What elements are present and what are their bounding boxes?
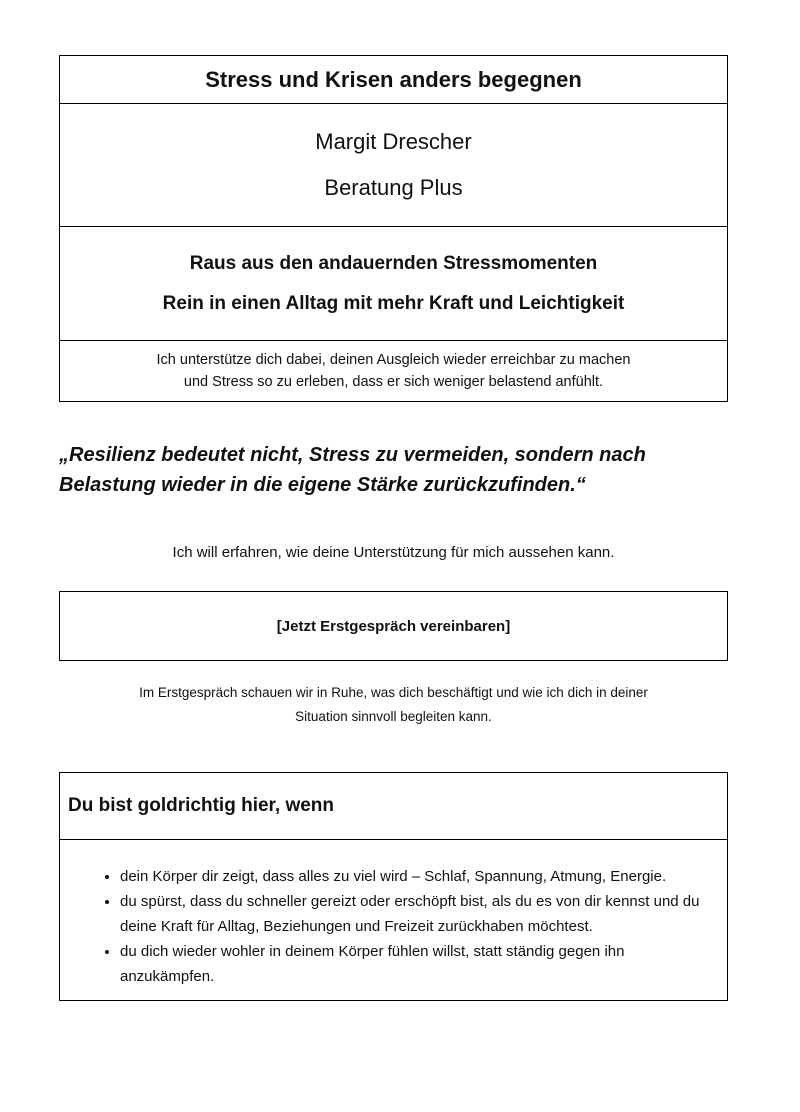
tagline-second: Rein in einen Alltag mit mehr Kraft und Leichtigkeit <box>162 292 625 314</box>
fit-section <box>59 772 728 1001</box>
cta-lead-text: Ich will erfahren, wie deine Unterstützung für mich aussehen kann. <box>172 544 615 561</box>
intro-line-2: und Stress so zu erleben, dass er sich weniger belastend anfühlt. <box>183 374 604 390</box>
resilience-quote <box>59 440 739 500</box>
quote-line-2: Belastung wieder in die eigene Stärke zurückzufinden.“ <box>59 474 586 496</box>
author-row <box>60 104 727 227</box>
intro-row <box>60 341 727 401</box>
fit-section-heading <box>60 773 727 840</box>
fit-list <box>60 864 715 989</box>
fit-section-heading-text: Du bist goldrichtig hier, wenn <box>68 795 335 816</box>
list-item: • du spürst, dass du schneller gereizt oder erschöpft bist, als du es von dir kennst und du deine Kraft für Alltag, Beziehungen und Freizeit zurückhaben möchtest. <box>120 889 715 939</box>
fit-section-body <box>60 840 727 1000</box>
company-name: Beratung Plus <box>324 175 463 200</box>
list-item: • du dich wieder wohler in deinem Körper fühlen willst, statt ständig gegen ihn anzukämpfen. <box>120 939 715 989</box>
tagline-first: Raus aus den andauernden Stressmomenten <box>189 252 598 274</box>
author-name: Margit Drescher <box>315 129 472 154</box>
schedule-consultation-button[interactable] <box>59 591 728 661</box>
header-table <box>59 55 728 402</box>
cta-note-line-2: Situation sinnvoll begleiten kann. <box>295 709 492 724</box>
quote-line-1: „Resilienz bedeutet nicht, Stress zu vermeiden, sondern nach <box>59 444 646 466</box>
intro-line-1: Ich unterstütze dich dabei, deinen Ausgleich wieder erreichbar zu machen <box>156 352 631 368</box>
list-item: • dein Körper dir zeigt, dass alles zu viel wird – Schlaf, Spannung, Atmung, Energie. <box>120 864 715 889</box>
page-title: Stress und Krisen anders begegnen <box>205 66 582 92</box>
schedule-consultation-label[interactable]: [Jetzt Erstgespräch vereinbaren] <box>276 617 511 635</box>
title-row <box>60 56 727 104</box>
cta-note <box>59 681 728 729</box>
cta-note-line-1: Im Erstgespräch schauen wir in Ruhe, was dich beschäftigt und wie ich dich in deiner <box>139 685 648 700</box>
tagline-row <box>60 227 727 341</box>
